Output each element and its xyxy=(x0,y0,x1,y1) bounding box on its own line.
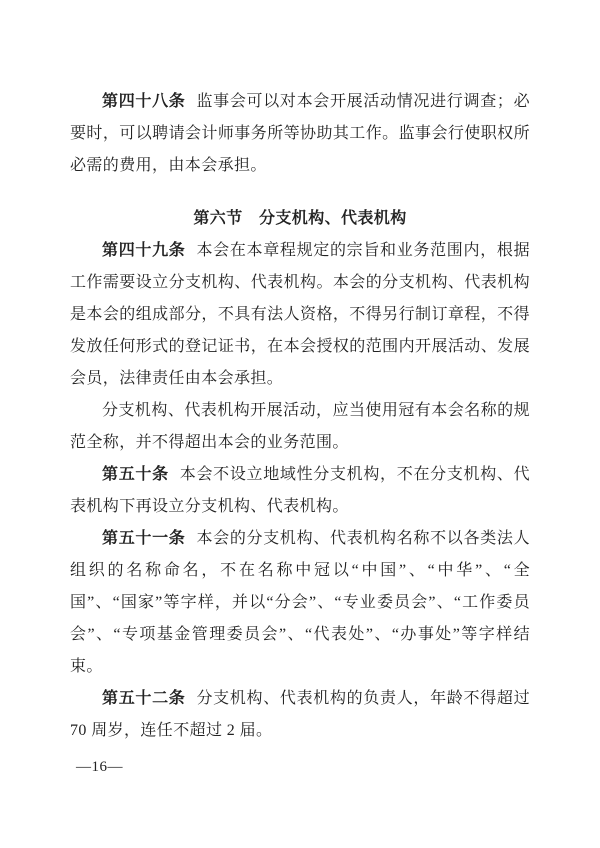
article-49-text: 本会在本章程规定的宗旨和业务范围内，根据工作需要设立分支机构、代表机构。本会的分支机构、代表机构是本会的组成部分，不具有法人资格，不得另行制订章程，不得发放任何形式的登记证书，在本会授权的范围内开展活动、发展会员，法律责任由本会承担。 xyxy=(70,242,530,387)
article-50-paragraph xyxy=(70,459,530,523)
article-50-text: 本会不设立地域性分支机构，不在分支机构、代表机构下再设立分支机构、代表机构。 xyxy=(70,466,530,515)
article-48-paragraph xyxy=(70,86,530,182)
article-51-number: 第五十一条 xyxy=(102,530,186,547)
article-50-number: 第五十条 xyxy=(102,466,169,483)
branch-activity-text: 分支机构、代表机构开展活动，应当使用冠有本会名称的规范全称，并不得超出本会的业务范围。 xyxy=(70,402,530,451)
article-51-paragraph xyxy=(70,523,530,683)
article-48-number: 第四十八条 xyxy=(102,93,186,110)
article-52-number: 第五十二条 xyxy=(102,690,186,707)
branch-activity-paragraph xyxy=(70,395,530,459)
article-49-number: 第四十九条 xyxy=(102,242,186,259)
article-48-text: 监事会可以对本会开展活动情况进行调查；必要时，可以聘请会计师事务所等协助其工作。监事会行使职权所必需的费用，由本会承担。 xyxy=(70,93,530,174)
article-49-paragraph xyxy=(70,235,530,395)
document-body xyxy=(70,86,530,747)
article-51-text: 本会的分支机构、代表机构名称不以各类法人组织的名称命名，不在名称中冠以“中国”、“中华”、“全国”、“国家”等字样，并以“分会”、“专业委员会”、“工作委员会”、“专项基金管理委员会”、“代表处”、“办事处”等字样结束。 xyxy=(70,530,530,675)
section-6-heading: 第六节 分支机构、代表机构 xyxy=(193,210,407,227)
page-number: —16— xyxy=(76,759,123,775)
article-52-text: 分支机构、代表机构的负责人，年龄不得超过 70 周岁，连任不超过 2 届。 xyxy=(70,690,530,739)
article-52-paragraph xyxy=(70,683,530,747)
